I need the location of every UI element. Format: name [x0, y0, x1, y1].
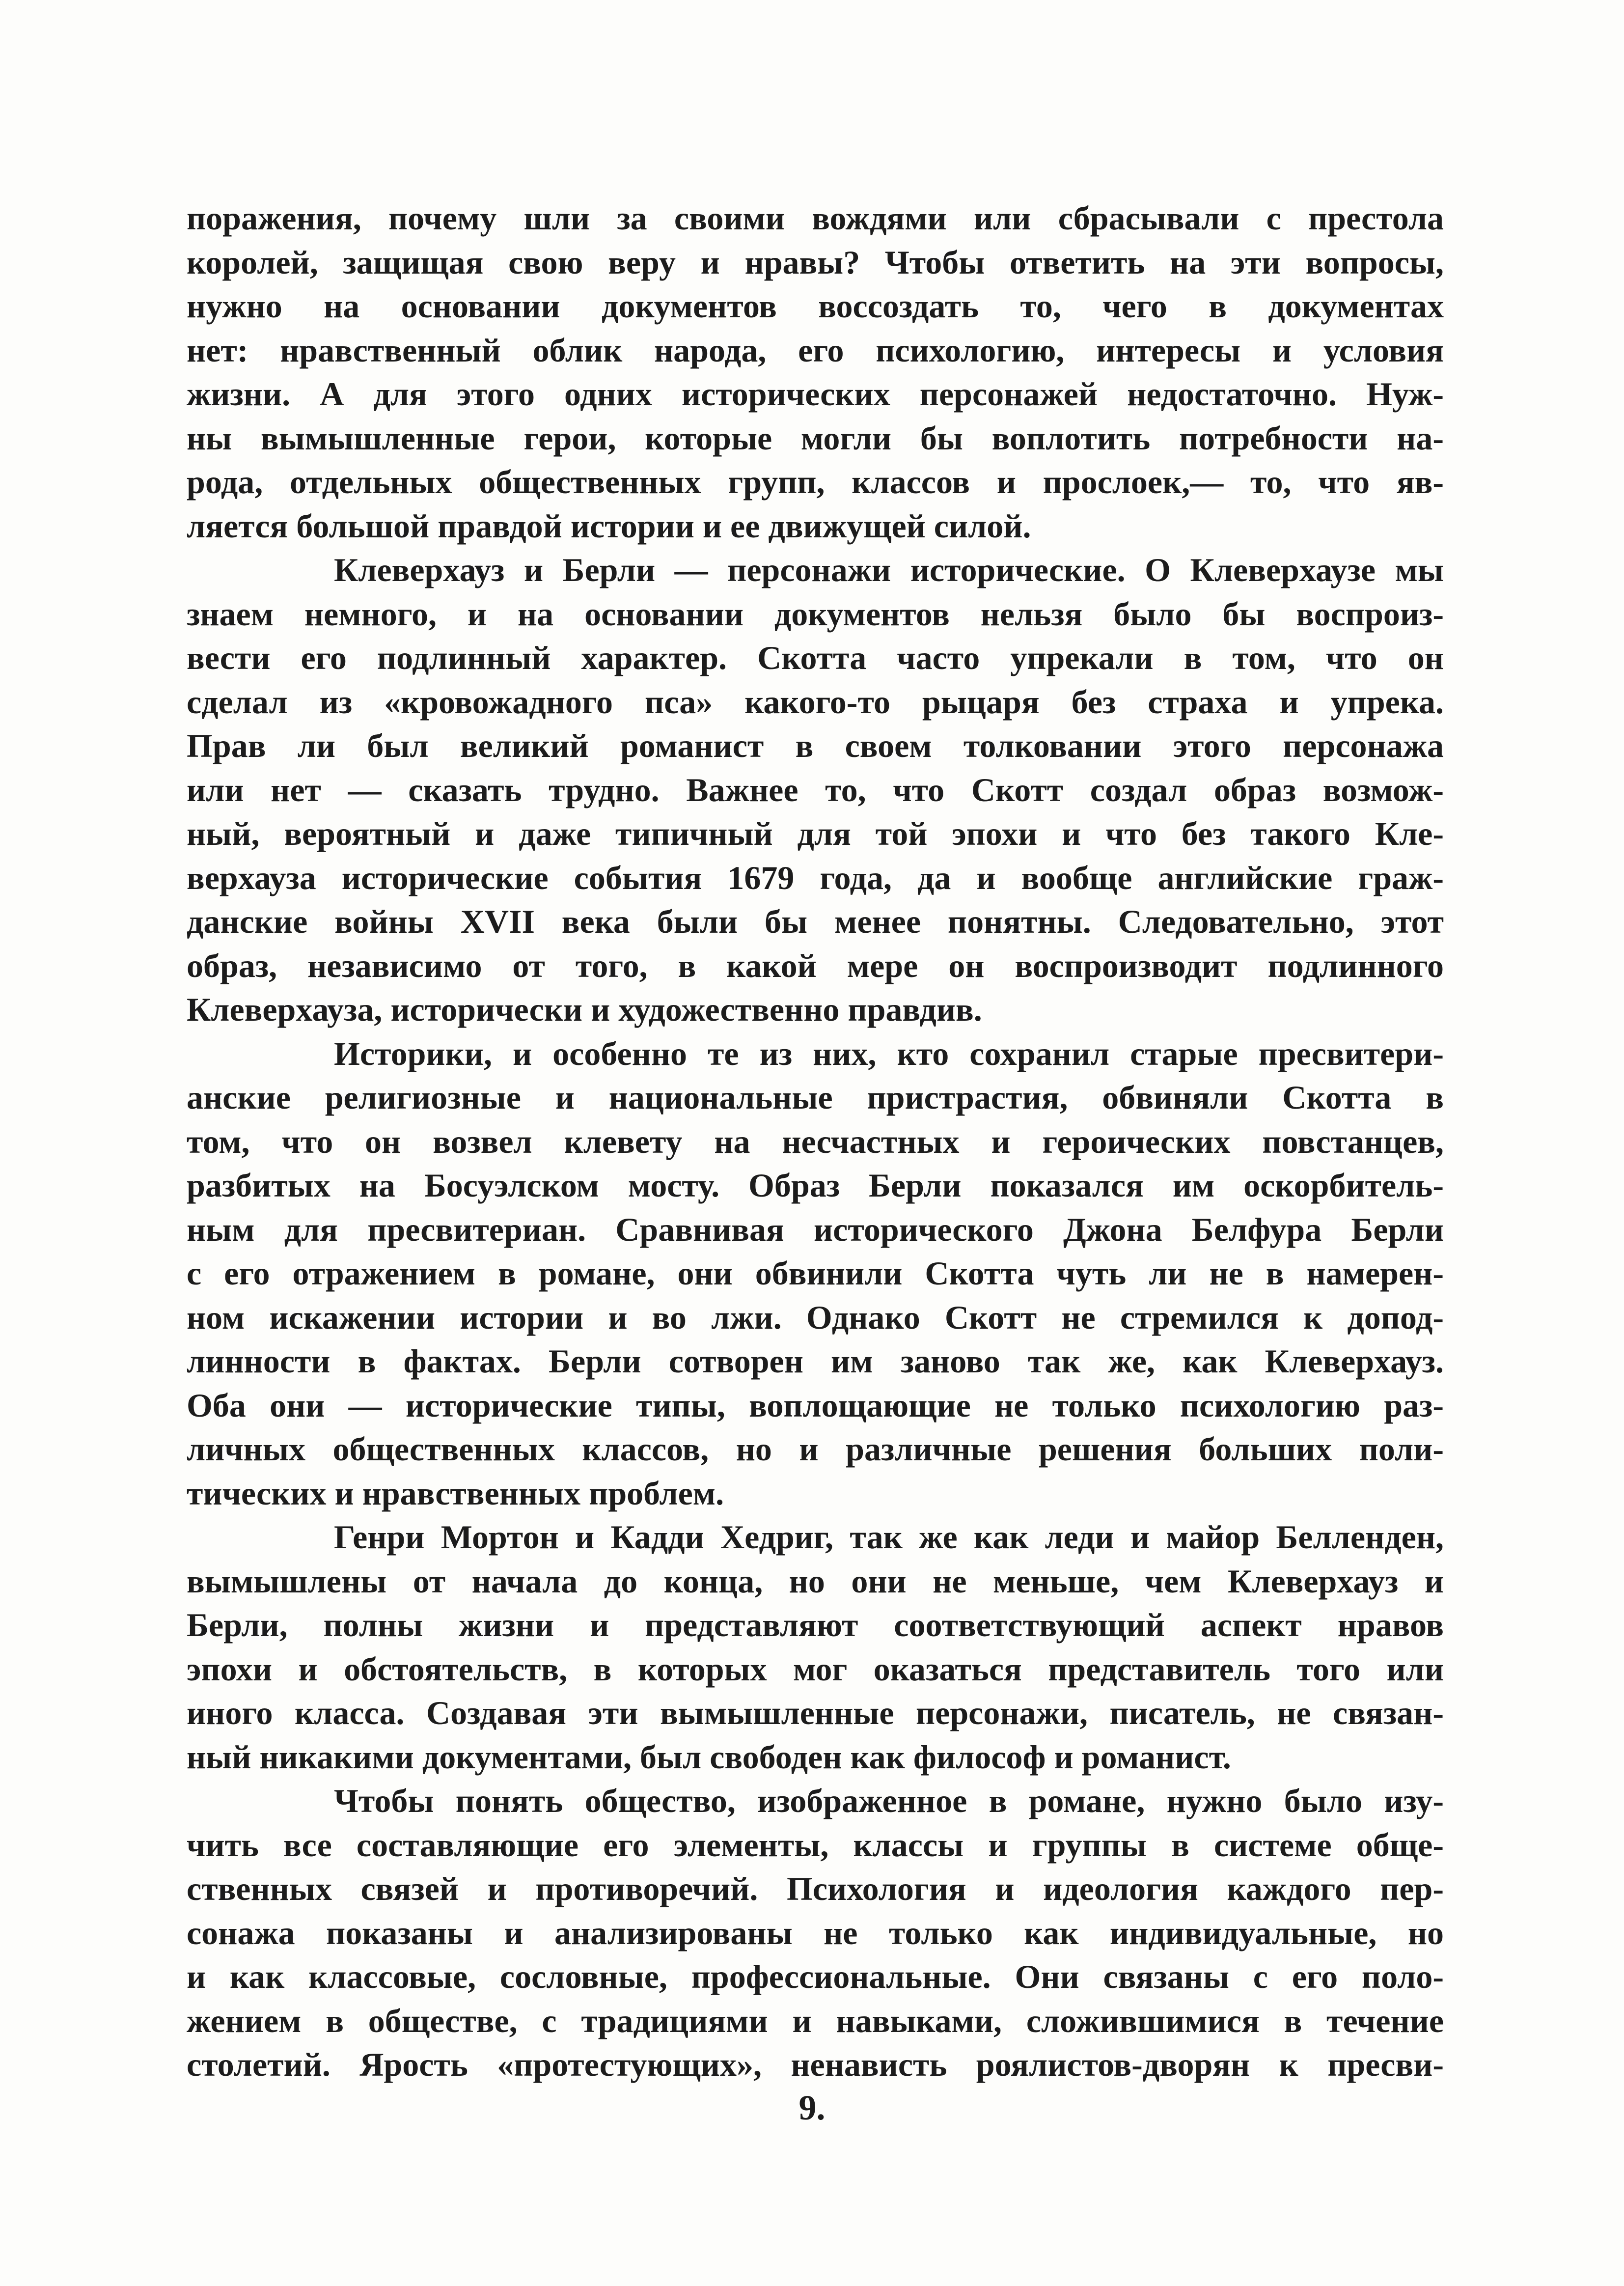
text-line: личных общественных классов, но и различные решения больших поли-	[187, 1430, 1444, 1468]
text-line: Прав ли был великий романист в своем толковании этого персонажа	[187, 727, 1444, 764]
text-line: Оба они — исторические типы, воплощающие не только психологию раз-	[187, 1386, 1444, 1424]
paragraph	[187, 1032, 1444, 1516]
text-line: Генри Мортон и Кадди Хедриг, так же как леди и майор Белленден,	[334, 1518, 1444, 1556]
text-line: знаем немного, и на основании документов нельзя было бы воспроиз-	[187, 595, 1444, 633]
paragraph	[187, 548, 1444, 1032]
text-line: ный, вероятный и даже типичный для той эпохи и что без такого Кле-	[187, 815, 1444, 852]
text-line: сделал из «кровожадного пса» какого-то рыцаря без страха и упрека.	[187, 683, 1444, 721]
text-line: или нет — сказать трудно. Важнее то, что Скотт создал образ возмож-	[187, 771, 1444, 808]
text-line: сонажа показаны и анализированы не только как индивидуальные, но	[187, 1914, 1444, 1951]
body-text	[187, 196, 1444, 2087]
text-line: анские религиозные и национальные пристрастия, обвиняли Скотта в	[187, 1079, 1444, 1116]
text-line: вымышлены от начала до конца, но они не меньше, чем Клеверхауз и	[187, 1562, 1444, 1600]
text-line: Клеверхауза, исторически и художественно правдив.	[187, 991, 982, 1028]
text-line: нужно на основании документов воссоздать то, чего в документах	[187, 287, 1444, 325]
text-line: Берли, полны жизни и представляют соответствующий аспект нравов	[187, 1606, 1444, 1644]
paragraph	[187, 1515, 1444, 1779]
text-line: ный никакими документами, был свободен как философ и романист.	[187, 1738, 1231, 1776]
text-line: разбитых на Босуэлском мосту. Образ Берли показался им оскорбитель-	[187, 1167, 1444, 1204]
text-line: с его отражением в романе, они обвинили Скотта чуть ли не в намерен-	[187, 1255, 1444, 1292]
text-line: ным для пресвитериан. Сравнивая исторического Джона Белфура Берли	[187, 1210, 1444, 1248]
text-line: том, что он возвел клевету на несчастных и героических повстанцев,	[187, 1122, 1444, 1160]
text-line: ственных связей и противоречий. Психология и идеология каждого пер-	[187, 1870, 1444, 1907]
text-line: королей, защищая свою веру и нравы? Чтобы ответить на эти вопросы,	[187, 243, 1444, 281]
paragraph	[187, 196, 1444, 548]
text-line: поражения, почему шли за своими вождями или сбрасывали с престола	[187, 199, 1444, 237]
text-line: чить все составляющие его элементы, классы и группы в системе обще-	[187, 1826, 1444, 1864]
text-line: иного класса. Создавая эти вымышленные персонажи, писатель, не связан-	[187, 1694, 1444, 1731]
text-line: тических и нравственных проблем.	[187, 1474, 724, 1512]
text-line: рода, отдельных общественных групп, классов и прослоек,— то, что яв-	[187, 463, 1444, 501]
text-line: ны вымышленные герои, которые могли бы воплотить потребности на-	[187, 419, 1444, 457]
text-line: Историки, и особенно те из них, кто сохранил старые пресвитери-	[334, 1034, 1444, 1072]
text-line: данские войны XVII века были бы менее понятны. Следовательно, этот	[187, 903, 1444, 940]
paragraph	[187, 1779, 1444, 2087]
text-line: эпохи и обстоятельств, в которых мог оказаться представитель того или	[187, 1650, 1444, 1688]
text-line: ном искажении истории и во лжи. Однако Скотт не стремился к допод-	[187, 1298, 1444, 1336]
text-line: верхауза исторические события 1679 года, да и вообще английские граж-	[187, 859, 1444, 896]
text-line: ляется большой правдой истории и ее движущей силой.	[187, 507, 1031, 545]
text-line: и как классовые, сословные, профессиональные. Они связаны с его поло-	[187, 1958, 1444, 1995]
page-number: 9.	[798, 2088, 826, 2127]
text-line: линности в фактах. Берли сотворен им заново так же, как Клеверхауз.	[187, 1342, 1444, 1380]
text-line: вести его подлинный характер. Скотта часто упрекали в том, что он	[187, 639, 1444, 676]
text-line: жением в обществе, с традициями и навыками, сложившимися в течение	[187, 2002, 1444, 2039]
text-line: нет: нравственный облик народа, его психологию, интересы и условия	[187, 331, 1444, 369]
text-line: столетий. Ярость «протестующих», ненависть роялистов-дворян к пресви-	[187, 2046, 1444, 2083]
text-line: Чтобы понять общество, изображенное в романе, нужно было изу-	[334, 1782, 1444, 1819]
text-line: жизни. А для этого одних исторических персонажей недостаточно. Нуж-	[187, 375, 1444, 413]
text-line: образ, независимо от того, в какой мере он воспроизводит подлинного	[187, 947, 1444, 984]
text-line: Клеверхауз и Берли — персонажи исторические. О Клеверхаузе мы	[334, 551, 1444, 588]
